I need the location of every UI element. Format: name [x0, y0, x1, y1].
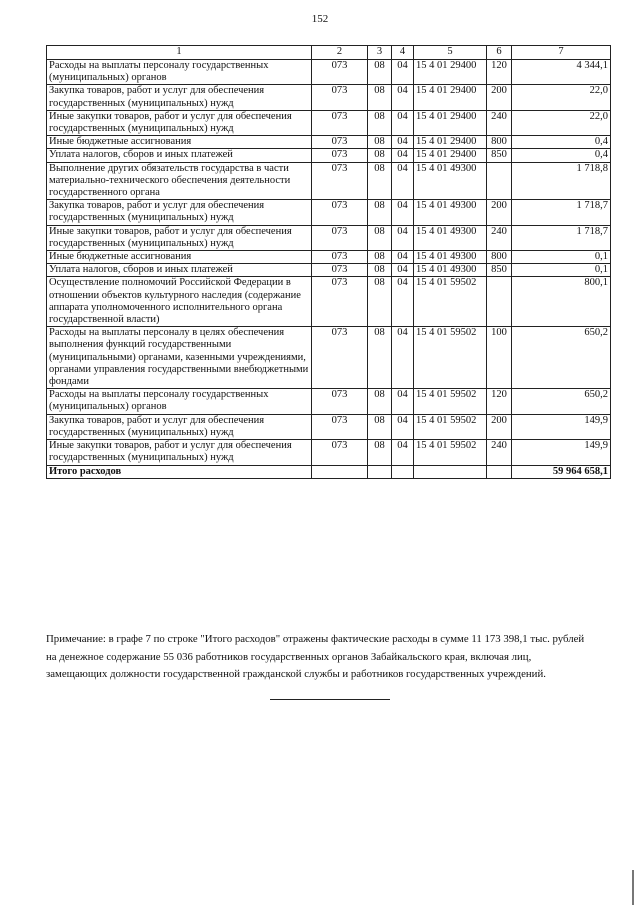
cell-c5: 15 4 01 59502	[414, 327, 487, 389]
cell-c5: 15 4 01 59502	[414, 389, 487, 414]
total-label: Итого расходов	[47, 465, 312, 478]
cell-c3: 08	[368, 440, 392, 465]
cell-c6: 800	[487, 136, 512, 149]
table-row	[47, 414, 611, 439]
cell-c5: 15 4 01 29400	[414, 60, 487, 85]
cell-c3: 08	[368, 149, 392, 162]
cell-c3: 08	[368, 110, 392, 135]
table-row	[47, 85, 611, 110]
table-row	[47, 225, 611, 250]
cell-c6: 200	[487, 414, 512, 439]
cell-c7: 0,4	[512, 149, 611, 162]
column-header-3: 3	[368, 46, 392, 60]
column-header-6: 6	[487, 46, 512, 60]
cell-c3: 08	[368, 162, 392, 200]
cell-c5: 15 4 01 29400	[414, 149, 487, 162]
row-description: Закупка товаров, работ и услуг для обеспечения государственных (муниципальных) нужд	[47, 200, 312, 225]
table-row	[47, 60, 611, 85]
cell-c5: 15 4 01 49300	[414, 225, 487, 250]
cell-c2: 073	[312, 327, 368, 389]
table-row	[47, 110, 611, 135]
cell-c2: 073	[312, 149, 368, 162]
cell-c6	[487, 162, 512, 200]
cell-c5: 15 4 01 49300	[414, 251, 487, 264]
cell-c4: 04	[392, 162, 414, 200]
cell-c7: 1 718,7	[512, 225, 611, 250]
cell-c7: 4 344,1	[512, 60, 611, 85]
cell-c4: 04	[392, 264, 414, 277]
cell-c4: 04	[392, 277, 414, 327]
cell-c5: 15 4 01 29400	[414, 136, 487, 149]
column-header-1: 1	[47, 46, 312, 60]
cell-c6: 240	[487, 225, 512, 250]
cell-c4: 04	[392, 327, 414, 389]
cell-c7: 22,0	[512, 85, 611, 110]
table-row	[47, 200, 611, 225]
table-row	[47, 136, 611, 149]
cell-c7: 149,9	[512, 440, 611, 465]
row-description: Закупка товаров, работ и услуг для обеспечения государственных (муниципальных) нужд	[47, 414, 312, 439]
cell-c2: 073	[312, 200, 368, 225]
table-body	[47, 60, 611, 466]
footnote: Примечание: в графе 7 по строке "Итого расходов" отражены фактические расходы в сумме 11 173 398,1 тыс. рублей на денежное содержание 55 036 работников государственных органов Забайкальского края, включая лиц, замещающих должности государственной гражданской службы и работников государственных учреждений.	[46, 633, 585, 680]
cell-c2: 073	[312, 414, 368, 439]
total-row	[47, 465, 611, 478]
cell-c5: 15 4 01 59502	[414, 440, 487, 465]
row-description: Уплата налогов, сборов и иных платежей	[47, 264, 312, 277]
table-row	[47, 162, 611, 200]
row-description: Иные бюджетные ассигнования	[47, 251, 312, 264]
row-description: Иные закупки товаров, работ и услуг для обеспечения государственных (муниципальных) нужд	[47, 225, 312, 250]
cell-c7: 650,2	[512, 327, 611, 389]
cell-c4: 04	[392, 200, 414, 225]
column-header-7: 7	[512, 46, 611, 60]
cell-c5: 15 4 01 29400	[414, 85, 487, 110]
cell-c7: 1 718,7	[512, 200, 611, 225]
cell-c2: 073	[312, 389, 368, 414]
cell-c2: 073	[312, 264, 368, 277]
cell-c6: 240	[487, 440, 512, 465]
cell-c6: 850	[487, 149, 512, 162]
scan-edge-mark	[632, 870, 634, 905]
cell-c3: 08	[368, 136, 392, 149]
table-row	[47, 251, 611, 264]
cell-c6: 200	[487, 85, 512, 110]
table-row	[47, 389, 611, 414]
cell-c7: 149,9	[512, 414, 611, 439]
table-row	[47, 149, 611, 162]
cell-c6: 240	[487, 110, 512, 135]
cell-c7: 22,0	[512, 110, 611, 135]
row-description: Расходы на выплаты персоналу государственных (муниципальных) органов	[47, 60, 312, 85]
table-row	[47, 264, 611, 277]
cell-c3: 08	[368, 60, 392, 85]
cell-c7: 0,4	[512, 136, 611, 149]
cell-c3: 08	[368, 389, 392, 414]
header-row	[47, 46, 611, 60]
cell-c7: 800,1	[512, 277, 611, 327]
row-description: Осуществление полномочий Российской Федерации в отношении объектов культурного наследия (содержание аппарата уполномоченного исполнительного органа государственной власти)	[47, 277, 312, 327]
cell-c7: 650,2	[512, 389, 611, 414]
cell-c2: 073	[312, 136, 368, 149]
cell-c3: 08	[368, 200, 392, 225]
cell-c5: 15 4 01 59502	[414, 414, 487, 439]
row-description: Иные закупки товаров, работ и услуг для обеспечения государственных (муниципальных) нужд	[47, 110, 312, 135]
cell-c5: 15 4 01 29400	[414, 110, 487, 135]
cell-c4: 04	[392, 110, 414, 135]
cell-c4: 04	[392, 85, 414, 110]
closing-rule	[270, 699, 390, 700]
cell-c2: 073	[312, 277, 368, 327]
row-description: Иные бюджетные ассигнования	[47, 136, 312, 149]
cell-c2: 073	[312, 110, 368, 135]
cell-c3: 08	[368, 414, 392, 439]
cell-c4: 04	[392, 414, 414, 439]
cell-c2: 073	[312, 85, 368, 110]
cell-c3: 08	[368, 327, 392, 389]
cell-c5: 15 4 01 49300	[414, 200, 487, 225]
cell-c5: 15 4 01 49300	[414, 162, 487, 200]
cell-c7: 0,1	[512, 264, 611, 277]
cell-c2: 073	[312, 251, 368, 264]
cell-c2: 073	[312, 162, 368, 200]
cell-c3: 08	[368, 251, 392, 264]
row-description: Расходы на выплаты персоналу в целях обеспечения выполнения функций государственными (муниципальными) органами, казенными учреждениями, органами управления государственными внебюджетными фондами	[47, 327, 312, 389]
cell-c3: 08	[368, 225, 392, 250]
cell-c4: 04	[392, 225, 414, 250]
cell-c2: 073	[312, 225, 368, 250]
cell-c4: 04	[392, 149, 414, 162]
table-row	[47, 327, 611, 389]
cell-c6	[487, 277, 512, 327]
cell-c3: 08	[368, 85, 392, 110]
cell-c3: 08	[368, 264, 392, 277]
cell-c4: 04	[392, 60, 414, 85]
cell-c4: 04	[392, 389, 414, 414]
row-description: Иные закупки товаров, работ и услуг для обеспечения государственных (муниципальных) нужд	[47, 440, 312, 465]
cell-c2: 073	[312, 440, 368, 465]
cell-c4: 04	[392, 251, 414, 264]
column-header-4: 4	[392, 46, 414, 60]
cell-c7: 0,1	[512, 251, 611, 264]
cell-c3: 08	[368, 277, 392, 327]
total-amount: 59 964 658,1	[512, 465, 611, 478]
page-number: 152	[311, 13, 329, 25]
table-row	[47, 277, 611, 327]
column-header-5: 5	[414, 46, 487, 60]
cell-c6: 800	[487, 251, 512, 264]
cell-c4: 04	[392, 136, 414, 149]
row-description: Выполнение других обязательств государства в части материально-технического обеспечения деятельности государственного органа	[47, 162, 312, 200]
row-description: Закупка товаров, работ и услуг для обеспечения государственных (муниципальных) нужд	[47, 85, 312, 110]
cell-c6: 200	[487, 200, 512, 225]
cell-c6: 850	[487, 264, 512, 277]
cell-c5: 15 4 01 59502	[414, 277, 487, 327]
cell-c7: 1 718,8	[512, 162, 611, 200]
cell-c4: 04	[392, 440, 414, 465]
expenditure-table	[46, 45, 611, 479]
row-description: Расходы на выплаты персоналу государственных (муниципальных) органов	[47, 389, 312, 414]
cell-c6: 120	[487, 389, 512, 414]
row-description: Уплата налогов, сборов и иных платежей	[47, 149, 312, 162]
cell-c6: 100	[487, 327, 512, 389]
column-header-2: 2	[312, 46, 368, 60]
cell-c5: 15 4 01 49300	[414, 264, 487, 277]
cell-c6: 120	[487, 60, 512, 85]
table-row	[47, 440, 611, 465]
cell-c2: 073	[312, 60, 368, 85]
